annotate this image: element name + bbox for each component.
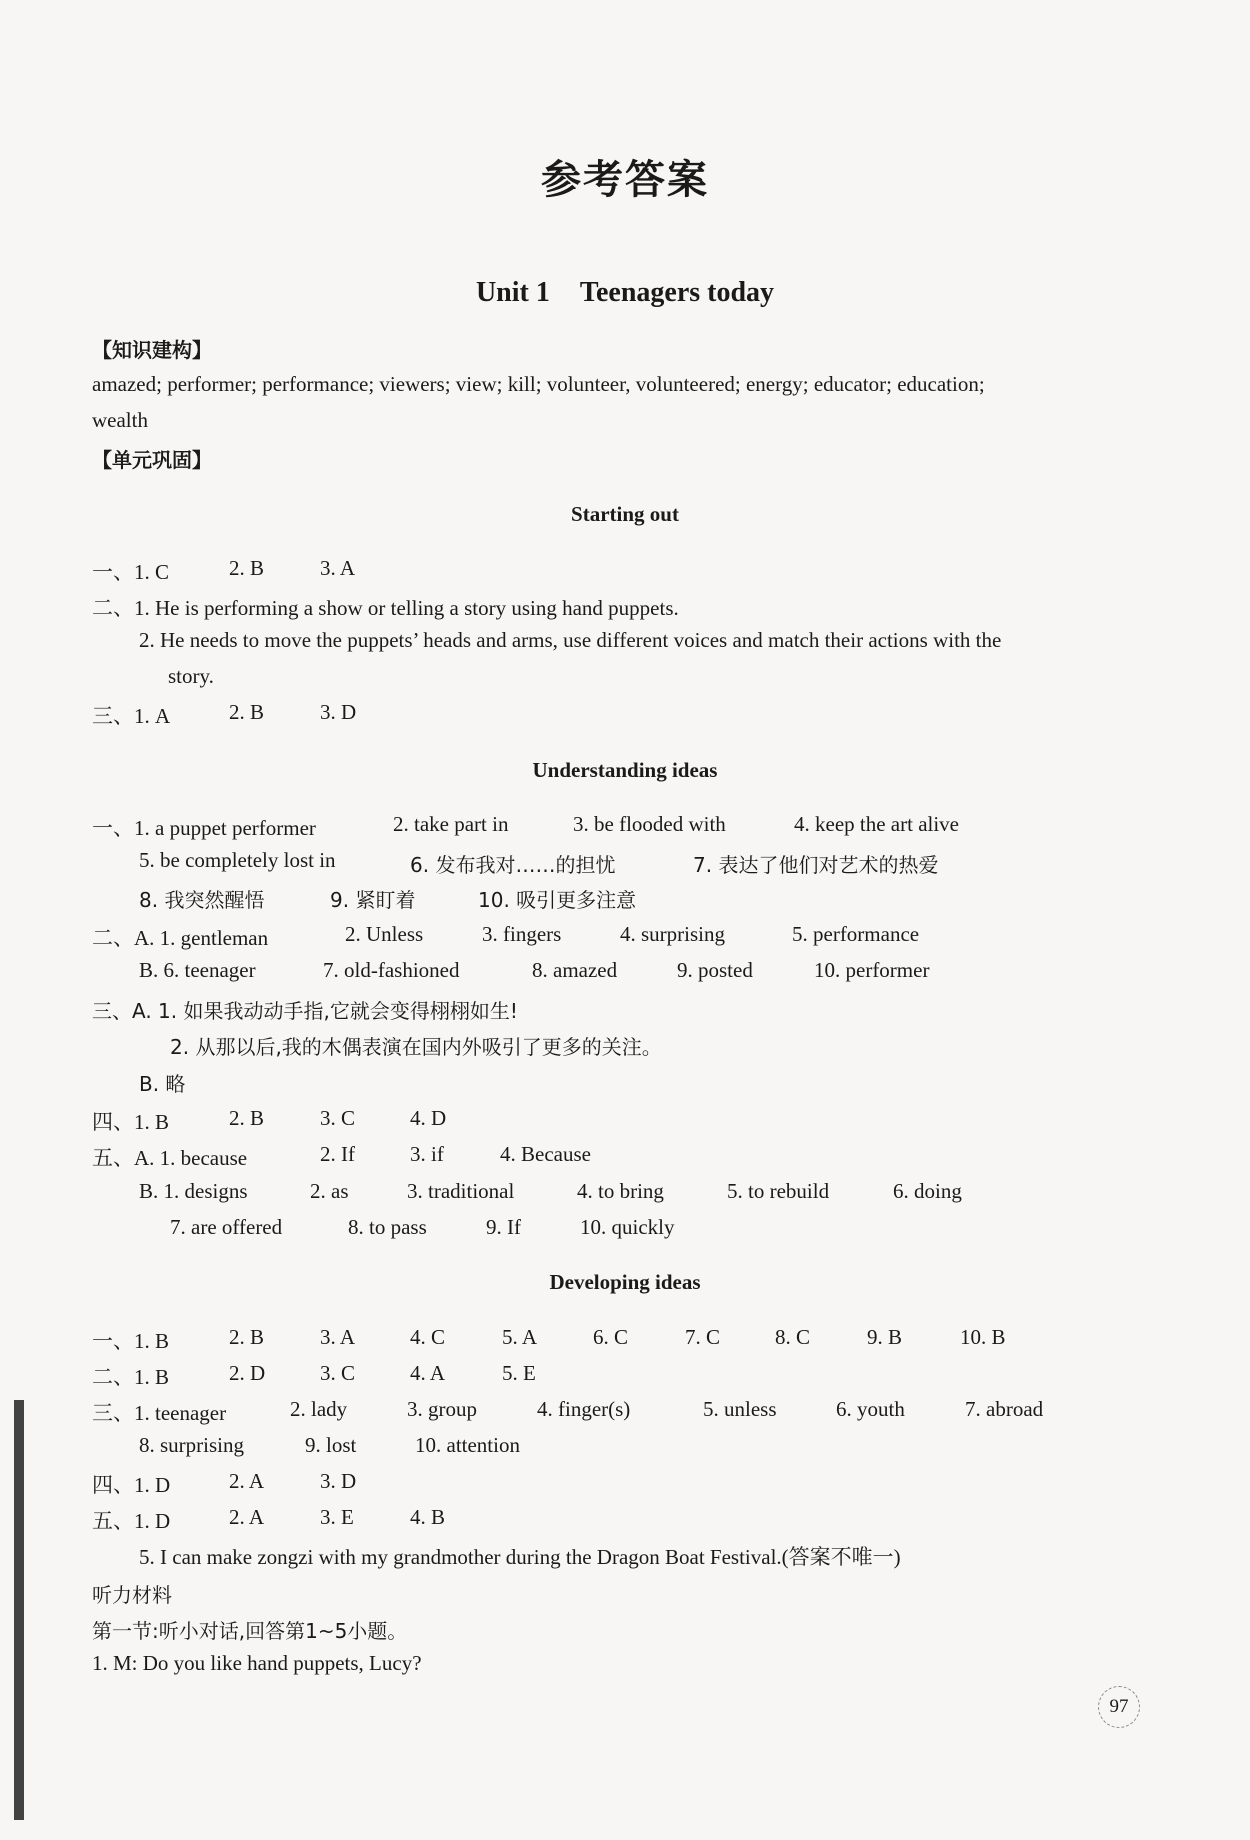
ui-r4-a: 二、A. 1. gentleman	[92, 926, 269, 950]
ui-r11-a: B. 1. designs	[139, 1179, 248, 1203]
ui-r9-b: 2. B	[229, 1106, 265, 1130]
listening-part-1: 第一节:听小对话,回答第1~5小题。	[92, 1619, 408, 1643]
ui-r9-d: 4. D	[410, 1106, 447, 1130]
ui-r1-d: 4. keep the art alive	[794, 812, 960, 836]
ui-r9-c: 3. C	[320, 1106, 356, 1130]
ui-r12-d: 10. quickly	[580, 1215, 675, 1239]
so-r2: 二、1. He is performing a show or telling a story using hand puppets.	[92, 596, 679, 620]
ui-r5-b: 7. old-fashioned	[323, 958, 460, 982]
section-developing: Developing ideas	[549, 1270, 701, 1294]
di-r2-1: 二、1. B	[92, 1365, 170, 1389]
ui-r5-e: 10. performer	[814, 958, 930, 982]
unit-title	[0, 277, 1250, 309]
ui-r11-d: 4. to bring	[577, 1179, 664, 1203]
di-r1-3: 3. A	[320, 1325, 356, 1349]
di-r3-2: 2. lady	[290, 1397, 348, 1421]
section-understanding: Understanding ideas	[532, 758, 718, 782]
so-r5-b: 2. B	[229, 700, 265, 724]
di-r1-4: 4. C	[410, 1325, 446, 1349]
di-r3-4: 4. finger(s)	[537, 1397, 631, 1421]
ui-r3-a: 8. 我突然醒悟	[139, 888, 265, 912]
knowledge-line-1: amazed; performer; performance; viewers; view; kill; volunteer, volunteered; energy; educator; education;	[92, 372, 985, 396]
ui-r4-c: 3. fingers	[482, 922, 562, 946]
so-r1-c: 3. A	[320, 556, 356, 580]
di-r2-4: 4. A	[410, 1361, 446, 1385]
page-number: 97	[1098, 1686, 1140, 1728]
unit-label: Unit 1	[475, 277, 550, 308]
di-r2-5: 5. E	[502, 1361, 536, 1385]
so-r5-a: 三、1. A	[92, 704, 171, 728]
section-starting-out: Starting out	[571, 502, 679, 526]
di-r7: 5. I can make zongzi with my grandmother during the Dragon Boat Festival.(答案不唯一)	[139, 1545, 901, 1569]
ui-r12-a: 7. are offered	[170, 1215, 283, 1239]
ui-r5-a: B. 6. teenager	[139, 958, 256, 982]
di-r3-1: 三、1. teenager	[92, 1401, 227, 1425]
so-r4: story.	[168, 664, 214, 688]
ui-r10-d: 4. Because	[500, 1142, 591, 1166]
di-r1-9: 9. B	[867, 1325, 903, 1349]
di-r6-4: 4. B	[410, 1505, 446, 1529]
di-r4-2: 9. lost	[305, 1433, 357, 1457]
ui-r11-c: 3. traditional	[407, 1179, 515, 1203]
di-r1-5: 5. A	[502, 1325, 538, 1349]
di-r1-7: 7. C	[685, 1325, 721, 1349]
ui-r5-c: 8. amazed	[532, 958, 618, 982]
di-r4-3: 10. attention	[415, 1433, 520, 1457]
ui-r5-d: 9. posted	[677, 958, 753, 982]
ui-r6: 三、A. 1. 如果我动动手指,它就会变得栩栩如生!	[92, 999, 518, 1023]
di-r1-6: 6. C	[593, 1325, 629, 1349]
listening-q1: 1. M: Do you like hand puppets, Lucy?	[92, 1651, 422, 1675]
ui-r2-a: 5. be completely lost in	[139, 848, 336, 872]
di-r6-2: 2. A	[229, 1505, 265, 1529]
di-r3-7: 7. abroad	[965, 1397, 1044, 1421]
ui-r3-c: 10. 吸引更多注意	[478, 888, 637, 912]
ui-r8: B. 略	[139, 1072, 186, 1096]
ui-r3-b: 9. 紧盯着	[330, 888, 416, 912]
di-r6-1: 五、1. D	[92, 1509, 171, 1533]
ui-r4-b: 2. Unless	[345, 922, 424, 946]
ui-r4-d: 4. surprising	[620, 922, 725, 946]
di-r2-3: 3. C	[320, 1361, 356, 1385]
listening-heading: 听力材料	[92, 1583, 172, 1607]
di-r5-1: 四、1. D	[92, 1473, 171, 1497]
ui-r9-a: 四、1. B	[92, 1110, 170, 1134]
ui-r12-c: 9. If	[486, 1215, 521, 1239]
ui-r11-e: 5. to rebuild	[727, 1179, 830, 1203]
di-r6-3: 3. E	[320, 1505, 354, 1529]
ui-r10-b: 2. If	[320, 1142, 355, 1166]
page-title: 参考答案	[541, 157, 709, 203]
di-r3-3: 3. group	[407, 1397, 477, 1421]
ui-r4-e: 5. performance	[792, 922, 920, 946]
ui-r7: 2. 从那以后,我的木偶表演在国内外吸引了更多的关注。	[170, 1035, 662, 1059]
ui-r10-a: 五、A. 1. because	[92, 1146, 248, 1170]
ui-r1-b: 2. take part in	[393, 812, 509, 836]
di-r3-5: 5. unless	[703, 1397, 777, 1421]
ui-r1-c: 3. be flooded with	[573, 812, 726, 836]
di-r1-8: 8. C	[775, 1325, 811, 1349]
ui-r2-b: 6. 发布我对……的担忧	[410, 853, 616, 877]
ui-r10-c: 3. if	[410, 1142, 444, 1166]
ui-r11-b: 2. as	[310, 1179, 349, 1203]
di-r1-1: 一、1. B	[92, 1329, 170, 1353]
unit-name: Teenagers today	[579, 277, 775, 308]
so-r1-a: 一、1. C	[92, 560, 170, 584]
ui-r1-a: 一、1. a puppet performer	[92, 816, 316, 840]
scan-edge-shadow	[14, 1400, 24, 1820]
so-r1-b: 2. B	[229, 556, 265, 580]
review-heading: 【单元巩固】	[92, 448, 212, 472]
di-r5-2: 2. A	[229, 1469, 265, 1493]
so-r5-c: 3. D	[320, 700, 357, 724]
di-r2-2: 2. D	[229, 1361, 266, 1385]
knowledge-line-2: wealth	[92, 408, 148, 432]
di-r1-10: 10. B	[960, 1325, 1006, 1349]
di-r3-6: 6. youth	[836, 1397, 905, 1421]
di-r4-1: 8. surprising	[139, 1433, 244, 1457]
di-r5-3: 3. D	[320, 1469, 357, 1493]
ui-r11-f: 6. doing	[893, 1179, 962, 1203]
so-r3: 2. He needs to move the puppets’ heads and arms, use different voices and match their actions with the	[139, 628, 1002, 652]
ui-r2-c: 7. 表达了他们对艺术的热爱	[693, 853, 939, 877]
knowledge-heading: 【知识建构】	[92, 338, 212, 362]
di-r1-2: 2. B	[229, 1325, 265, 1349]
ui-r12-b: 8. to pass	[348, 1215, 427, 1239]
